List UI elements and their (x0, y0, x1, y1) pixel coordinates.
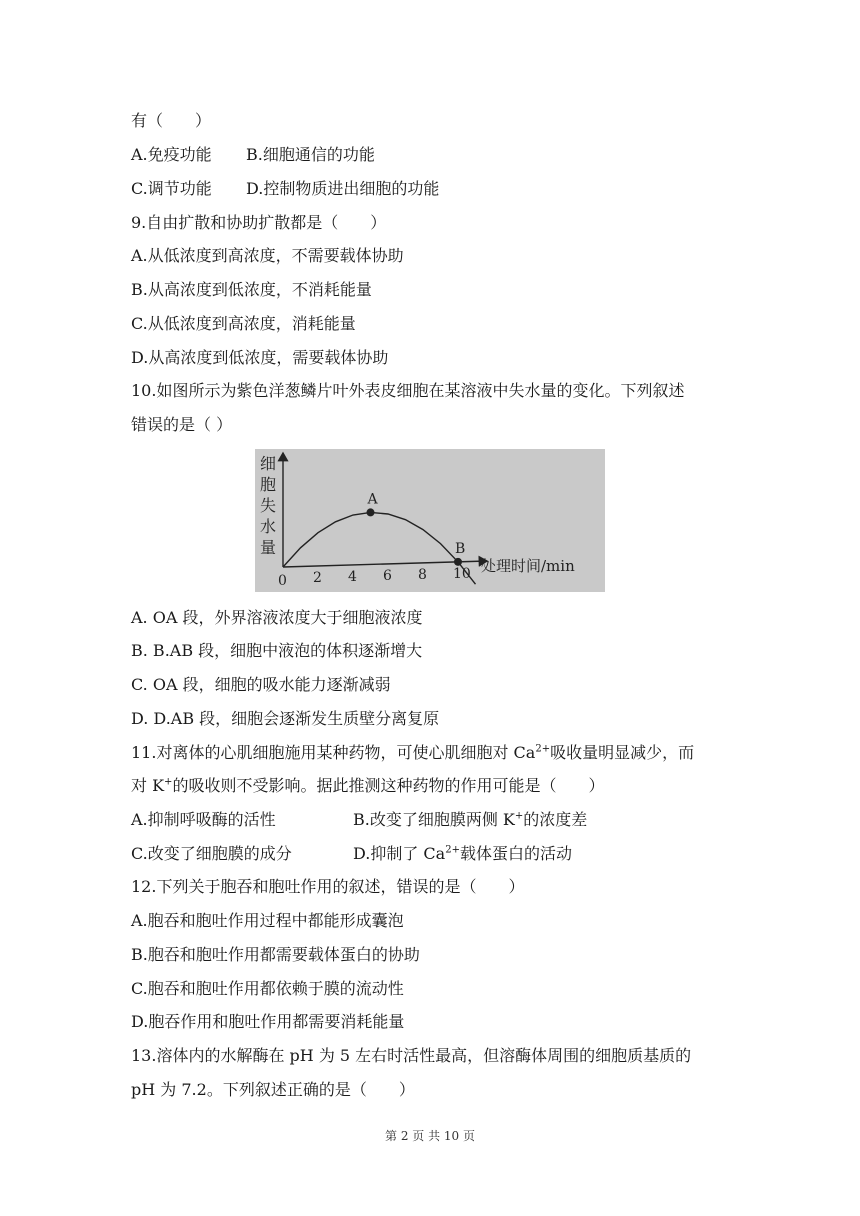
q10-option-c: C. OA 段，细胞的吸水能力逐渐减弱 (131, 675, 391, 694)
data-point-label: B (455, 540, 466, 557)
q11-sup: 2+ (535, 743, 551, 755)
x-tick-label: 8 (418, 566, 427, 583)
q8-options-row1 (131, 145, 375, 165)
q11-options-row1 (131, 810, 588, 830)
q8-option-a: A.免疫功能 (131, 145, 212, 164)
q11-sup: + (514, 810, 524, 822)
y-axis-label-char: 水 (260, 517, 277, 536)
y-axis-label-char: 细 (260, 454, 277, 473)
q11-sup: 2+ (445, 844, 460, 856)
data-point-label: A (367, 491, 378, 508)
q8-stem-tail: 有（ ） (131, 111, 212, 130)
x-axis-label: 处理时间/min (481, 557, 575, 575)
x-tick-label: 0 (278, 573, 287, 589)
q13-stem-line2: pH 为 7.2。下列叙述正确的是（ ） (131, 1080, 415, 1099)
y-axis-label-char: 量 (260, 538, 277, 557)
q9-option-c: C.从低浓度到高浓度，消耗能量 (131, 314, 356, 333)
q8-options-row2 (131, 179, 440, 199)
q10-chart (255, 449, 605, 592)
q13-stem-line1: 13.溶体内的水解酶在 pH 为 5 左右时活性最高，但溶酶体周围的细胞质基质的 (131, 1046, 692, 1065)
q9-option-b: B.从高浓度到低浓度，不消耗能量 (131, 280, 372, 299)
q11-option-d (353, 844, 572, 864)
q8-option-d: D.控制物质进出细胞的功能 (246, 179, 440, 198)
q10-option-a: A. OA 段，外界溶液浓度大于细胞液浓度 (131, 608, 423, 627)
q11-option-b (353, 810, 587, 830)
q12-option-a: A.胞吞和胞吐作用过程中都能形成囊泡 (131, 911, 404, 930)
q9-stem: 9.自由扩散和协助扩散都是（ ） (131, 213, 387, 232)
q12-option-c: C.胞吞和胞吐作用都依赖于膜的流动性 (131, 979, 404, 998)
q11-stem-line1 (131, 743, 694, 763)
data-point-b (454, 558, 462, 566)
q11-option-c: C.改变了细胞膜的成分 (131, 844, 292, 863)
q11-option-a: A.抑制呼吸酶的活性 (131, 810, 276, 829)
q9-option-d: D.从高浓度到低浓度，需要载体协助 (131, 348, 389, 367)
q11-stem-text: 吸收量明显减少，而 (550, 743, 695, 762)
y-axis-label (260, 454, 276, 557)
series-line (283, 512, 476, 584)
q11-stem-text: 的吸收则不受影响。据此推测这种药物的作用可能是（ ） (172, 776, 605, 795)
page-footer: 第 2 页 共 10 页 (385, 1129, 475, 1143)
q10-figure (255, 449, 605, 592)
x-tick-label: 10 (453, 565, 471, 582)
q10-option-d: D. D.AB 段，细胞会逐渐发生质壁分离复原 (131, 709, 440, 728)
q11-stem-text: 对 K (131, 776, 165, 795)
data-point-a (367, 508, 375, 516)
q11-option-text: D.抑制了 Ca (353, 844, 446, 863)
q9-option-a: A.从低浓度到高浓度，不需要载体协助 (131, 246, 404, 265)
x-tick-label: 4 (348, 568, 357, 585)
q10-stem-line2: 错误的是（ ） (131, 415, 233, 434)
x-tick-label: 6 (383, 567, 392, 584)
q11-stem-text: 11.对离体的心肌细胞施用某种药物，可使心肌细胞对 Ca (131, 743, 536, 762)
q12-stem: 12.下列关于胞吞和胞吐作用的叙述，错误的是（ ） (131, 877, 525, 896)
q8-option-c: C.调节功能 (131, 179, 212, 198)
q11-option-text: 的浓度差 (523, 810, 588, 829)
q11-option-text: B.改变了细胞膜两侧 K (353, 810, 515, 829)
q10-option-b: B. B.AB 段，细胞中液泡的体积逐渐增大 (131, 641, 423, 660)
y-axis-label-char: 胞 (260, 475, 277, 494)
x-tick-label: 2 (313, 569, 322, 586)
q12-option-d: D.胞吞作用和胞吐作用都需要消耗能量 (131, 1012, 405, 1031)
q12-option-b: B.胞吞和胞吐作用都需要载体蛋白的协助 (131, 945, 420, 964)
q10-stem-line1: 10.如图所示为紫色洋葱鳞片叶外表皮细胞在某溶液中失水量的变化。下列叙述 (131, 381, 685, 400)
y-axis-label-char: 失 (260, 496, 277, 515)
q11-sup: + (164, 776, 173, 788)
q11-option-text: 载体蛋白的活动 (459, 844, 572, 863)
q11-options-row2 (131, 844, 572, 864)
q11-stem-line2 (131, 776, 604, 796)
q8-option-b: B.细胞通信的功能 (246, 145, 375, 164)
